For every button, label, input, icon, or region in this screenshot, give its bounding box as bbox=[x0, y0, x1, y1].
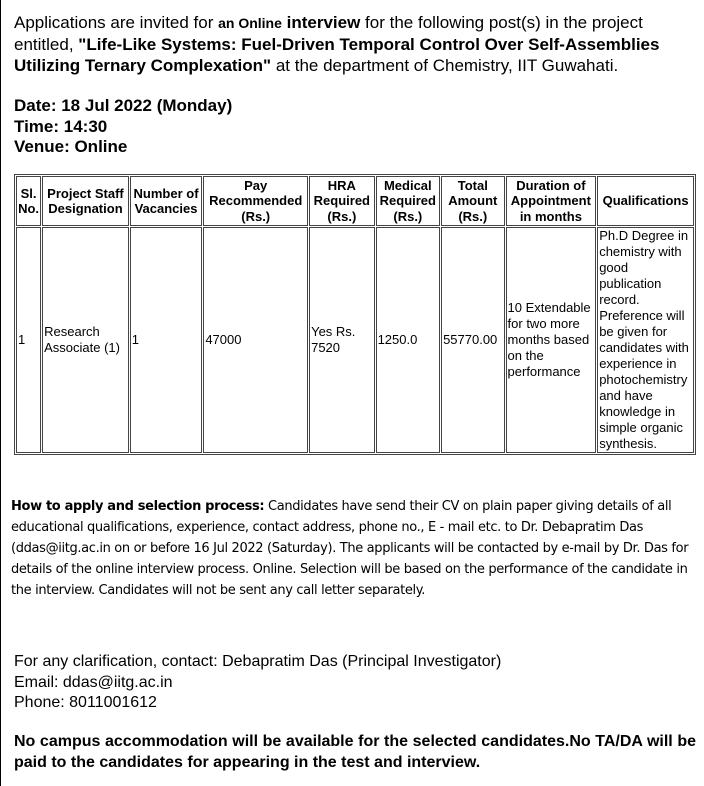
page-left-border bbox=[0, 0, 1, 786]
cell-medical: 1250.0 bbox=[376, 227, 440, 453]
posts-table bbox=[14, 174, 696, 455]
interview-venue: Venue: Online bbox=[14, 137, 128, 156]
table-row bbox=[16, 227, 694, 453]
header-total: Total Amount (Rs.) bbox=[441, 176, 504, 226]
header-vacancies: Number of Vacancies bbox=[130, 176, 203, 226]
table-header-row bbox=[16, 176, 694, 226]
how-to-apply-body: Candidates have send their CV on plain paper giving details of all educational qualifications, experience, contact address, phone no., E - mail etc. to Dr. Debapratim Das (ddas@iitg.ac.in on or before 16 Jul 2022 (Saturday). The applicants will be contacted by e-mail by Dr. Das for details of the online interview process. Online. Selection will be based on the performance of the candidate in the interview. Candidates will not be sent any call letter separately. bbox=[11, 499, 689, 598]
cell-sl-no: 1 bbox=[16, 227, 41, 453]
intro-text-2: for the following post(s) in the project entitled, bbox=[14, 13, 643, 54]
header-qualifications: Qualifications bbox=[597, 176, 694, 226]
cell-pay: 47000 bbox=[203, 227, 308, 453]
interview-date: Date: 18 Jul 2022 (Monday) bbox=[14, 96, 233, 115]
cell-qualifications: Ph.D Degree in chemistry with good publication record. Preference will be given for candidates with experience in photochemistry and have knowledge in simple organic synthesis. bbox=[597, 227, 694, 453]
contact-line: For any clarification, contact: Debapratim Das (Principal Investigator) bbox=[14, 653, 502, 670]
header-sl-no: Sl. No. bbox=[16, 176, 41, 226]
header-duration: Duration of Appointment in months bbox=[506, 176, 597, 226]
intro-paragraph bbox=[14, 12, 700, 76]
interview-details bbox=[14, 96, 232, 158]
how-to-apply-heading: How to apply and selection process: bbox=[11, 499, 265, 514]
accommodation-notice: No campus accommodation will be available for the selected candidates.No TA/DA will be paid to the candidates for appearing in the test and interview. bbox=[14, 733, 696, 771]
contact-section bbox=[14, 652, 501, 714]
cell-hra: Yes Rs. 7520 bbox=[309, 227, 374, 453]
cell-total: 55770.00 bbox=[441, 227, 504, 453]
intro-interview-label: interview bbox=[281, 13, 361, 32]
intro-online-label: an Online bbox=[218, 15, 282, 31]
cell-designation: Research Associate (1) bbox=[42, 227, 129, 453]
intro-text-3: at the department of Chemistry, IIT Guwahati. bbox=[271, 56, 619, 75]
header-designation: Project Staff Designation bbox=[42, 176, 129, 226]
header-hra: HRA Required (Rs.) bbox=[309, 176, 374, 226]
project-title: "Life-Like Systems: Fuel-Driven Temporal Control Over Self-Assemblies Utilizing Ternary Complexation" bbox=[14, 35, 660, 75]
intro-text-1: Applications are invited for bbox=[14, 13, 219, 32]
how-to-apply-section bbox=[11, 496, 701, 601]
cell-vacancies: 1 bbox=[130, 227, 203, 453]
header-medical: Medical Required (Rs.) bbox=[376, 176, 440, 226]
interview-time: Time: 14:30 bbox=[14, 116, 108, 136]
contact-email: Email: ddas@iitg.ac.in bbox=[14, 673, 173, 691]
contact-phone: Phone: 8011001612 bbox=[14, 694, 157, 711]
header-pay: Pay Recommended (Rs.) bbox=[203, 176, 308, 226]
cell-duration: 10 Extendable for two more months based on the performance bbox=[506, 227, 597, 453]
